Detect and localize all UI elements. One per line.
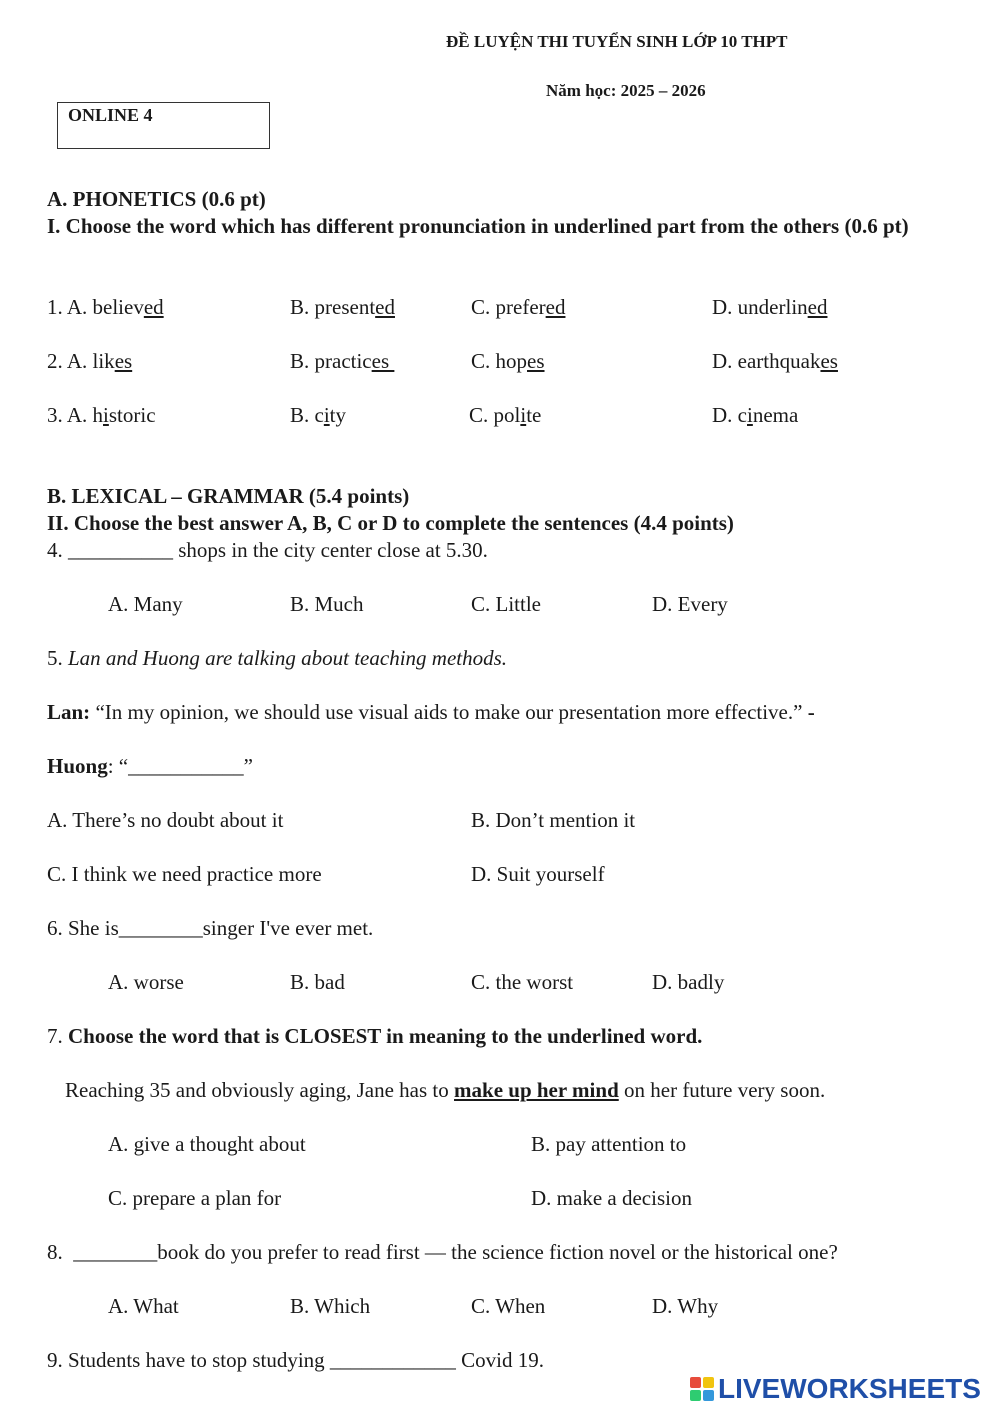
q2-option-b[interactable]: B. practices	[290, 349, 395, 373]
q8-option-c[interactable]: C. When	[471, 1294, 546, 1318]
liveworksheets-logo-icon	[690, 1377, 714, 1401]
logo-text: LIVEWORKSHEETS	[718, 1373, 981, 1404]
q6-stem: 6. She is________singer I've ever met.	[47, 916, 374, 940]
q5-option-c[interactable]: C. I think we need practice more	[47, 862, 322, 886]
document-title: ĐỀ LUYỆN THI TUYỂN SINH LỚP 10 THPT	[446, 32, 788, 51]
q5-option-d[interactable]: D. Suit yourself	[471, 862, 605, 886]
section-b-instruction: II. Choose the best answer A, B, C or D to complete the sentences (4.4 points)	[47, 511, 734, 535]
q3-option-a[interactable]: 3. A. historic	[47, 403, 156, 427]
q8-stem: 8. ________book do you prefer to read first — the science fiction novel or the historical one?	[47, 1240, 838, 1264]
q4-option-c[interactable]: C. Little	[471, 592, 541, 616]
q3-option-d[interactable]: D. cinema	[712, 403, 799, 427]
section-b-title: B. LEXICAL – GRAMMAR (5.4 points)	[47, 484, 410, 508]
section-a-title: A. PHONETICS (0.6 pt)	[47, 187, 266, 211]
liveworksheets-logo	[690, 1373, 981, 1405]
q7-option-a[interactable]: A. give a thought about	[108, 1132, 306, 1156]
q8-option-d[interactable]: D. Why	[652, 1294, 719, 1318]
q1-option-b[interactable]: B. presented	[290, 295, 395, 319]
q6-option-b[interactable]: B. bad	[290, 970, 345, 994]
q8-option-b[interactable]: B. Which	[290, 1294, 371, 1318]
q4-option-d[interactable]: D. Every	[652, 592, 728, 616]
q7-instruction: 7. Choose the word that is CLOSEST in meaning to the underlined word.	[47, 1024, 703, 1048]
q5-option-a[interactable]: A. There’s no doubt about it	[47, 808, 284, 832]
online-box	[57, 102, 270, 149]
q3-option-b[interactable]: B. city	[290, 403, 347, 427]
q4-option-a[interactable]: A. Many	[108, 592, 183, 616]
q6-option-c[interactable]: C. the worst	[471, 970, 574, 994]
q2-option-a[interactable]: 2. A. likes	[47, 349, 133, 373]
q7-option-b[interactable]: B. pay attention to	[531, 1132, 687, 1156]
q5-context: 5. Lan and Huong are talking about teaching methods.	[47, 646, 508, 670]
q5-lan-line: Lan: “In my opinion, we should use visual aids to make our presentation more effective.” -	[47, 700, 815, 724]
q2-option-c[interactable]: C. hopes	[471, 349, 545, 373]
q2-option-d[interactable]: D. earthquakes	[712, 349, 838, 373]
q4-stem: 4. __________ shops in the city center close at 5.30.	[47, 538, 488, 562]
section-a-instruction: I. Choose the word which has different pronunciation in underlined part from the others (0.6 pt)	[47, 214, 909, 238]
q1-option-c[interactable]: C. prefered	[471, 295, 566, 319]
q1-option-d[interactable]: D. underlined	[712, 295, 828, 319]
q7-option-c[interactable]: C. prepare a plan for	[108, 1186, 282, 1210]
q5-option-b[interactable]: B. Don’t mention it	[471, 808, 636, 832]
q5-huong-line: Huong: “___________”	[47, 754, 253, 778]
q3-option-c[interactable]: C. polite	[469, 403, 542, 427]
q1-option-a[interactable]: 1. A. believed	[47, 295, 164, 319]
school-year: Năm học: 2025 – 2026	[546, 81, 706, 100]
q9-stem: 9. Students have to stop studying ____________ Covid 19.	[47, 1348, 545, 1372]
online-box-label: ONLINE 4	[68, 105, 153, 125]
q7-sentence: Reaching 35 and obviously aging, Jane has to make up her mind on her future very soon.	[65, 1078, 826, 1102]
q7-option-d[interactable]: D. make a decision	[531, 1186, 692, 1210]
q6-option-d[interactable]: D. badly	[652, 970, 725, 994]
q4-option-b[interactable]: B. Much	[290, 592, 364, 616]
q6-option-a[interactable]: A. worse	[108, 970, 184, 994]
q8-option-a[interactable]: A. What	[108, 1294, 179, 1318]
